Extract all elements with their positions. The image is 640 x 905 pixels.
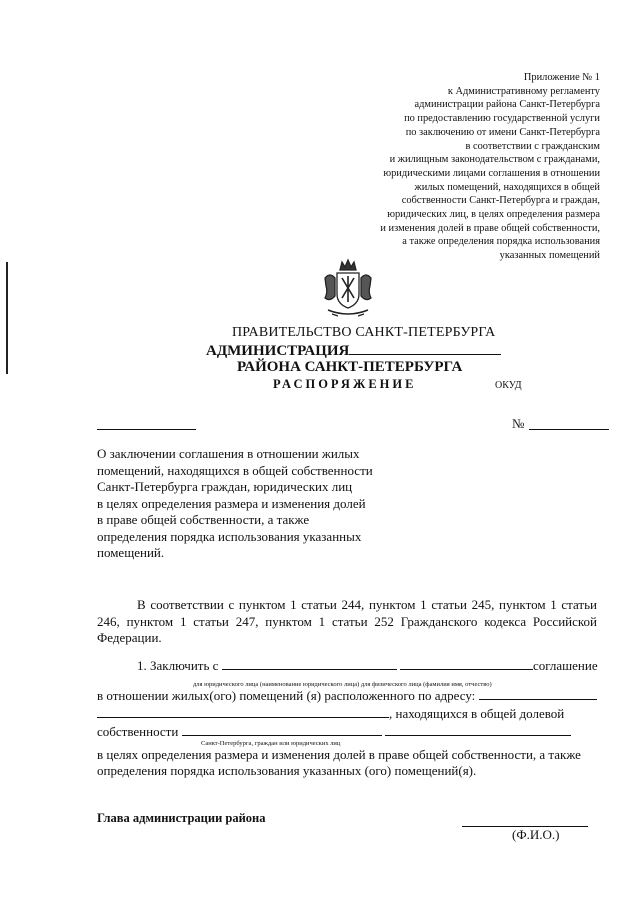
appendix-line: а также определения порядка использования — [402, 236, 600, 248]
district-name-blank — [349, 341, 501, 355]
purpose-line: определения порядка использования указанных (ого) помещений(я). — [97, 763, 477, 778]
appendix-line: и жилищным законодательством с гражданами, — [389, 154, 600, 166]
ownership-blank-2 — [385, 723, 571, 736]
address-blank — [479, 687, 597, 700]
party-hint: для юридического лица (наименование юридического лица) для физического лица (фамилия имя, отчество) — [193, 681, 492, 688]
okud-label: ОКУД — [495, 380, 522, 391]
subject-line: О заключении соглашения в отношении жилых — [97, 446, 360, 461]
appendix-line: в соответствии с гражданским — [465, 140, 600, 152]
location-row — [97, 705, 564, 722]
number-blank — [529, 429, 609, 430]
appendix-line: собственности Санкт-Петербурга и граждан, — [401, 195, 600, 207]
appendix-line: администрации района Санкт-Петербурга — [414, 99, 600, 111]
ownership-blank — [182, 723, 382, 736]
party-blank — [222, 657, 397, 670]
appendix-line: по предоставлению государственной услуги — [404, 113, 600, 125]
document-type: РАСПОРЯЖЕНИЕ — [273, 377, 417, 391]
appendix-line: указанных помещений — [499, 250, 600, 262]
subject-line: определения порядка использования указанных — [97, 528, 362, 544]
purpose-line: в целях определения размера и изменения долей в праве общей собственности, а также — [97, 747, 581, 762]
administration-title — [206, 341, 501, 360]
agreement-word: соглашение — [532, 658, 598, 673]
appendix-line: Приложение № 1 — [523, 72, 600, 83]
preamble — [97, 597, 597, 647]
appendix-block — [340, 71, 600, 263]
document-subject — [97, 446, 397, 562]
subject-line: в праве общей собственности, а также — [97, 512, 310, 527]
address-row — [97, 687, 597, 704]
address-label: в отношении жилых(ого) помещений (я) расположенного по адресу: — [97, 688, 476, 703]
preamble-text: В соответствии с пунктом 1 статьи 244, пунктом 1 статьи 245, пунктом 1 статьи 246, пунктом 1 статьи 247, пунктом 1 статьи 252 Гражданского кодекса Российской Федерации. — [97, 597, 597, 645]
administration-label: АДМИНИСТРАЦИЯ — [206, 343, 350, 359]
subject-line: в целях определения размера и изменения долей — [97, 495, 366, 511]
conclude-row — [137, 657, 598, 674]
fio-label: (Ф.И.О.) — [512, 827, 560, 842]
ownership-label: собственности — [97, 724, 179, 739]
appendix-line: юридических лиц, в целях определения размера — [387, 209, 600, 221]
number-sign: № — [512, 416, 525, 431]
appendix-line: к Административному регламенту — [447, 85, 600, 97]
government-title: ПРАВИТЕЛЬСТВО САНКТ-ПЕТЕРБУРГА — [232, 325, 496, 340]
coat-of-arms-icon — [320, 258, 376, 320]
owners-hint: Санкт-Петербурга, граждан или юридических лиц — [201, 740, 341, 747]
margin-line — [6, 262, 8, 374]
district-title: РАЙОНА САНКТ-ПЕТЕРБУРГА — [237, 359, 463, 375]
date-blank — [97, 429, 196, 430]
appendix-line: юридическими лицами соглашения в отношении — [383, 167, 600, 179]
head-title: Глава администрации района — [97, 811, 266, 825]
address-blank-2 — [97, 705, 389, 718]
subject-line: помещений. — [97, 545, 165, 560]
subject-line: помещений, находящихся в общей собственности — [97, 462, 373, 478]
appendix-line: по заключению от имени Санкт-Петербурга — [405, 126, 600, 138]
subject-line: Санкт-Петербурга граждан, юридических лиц — [97, 479, 353, 494]
located-suffix: , находящихся в общей долевой — [389, 706, 565, 721]
appendix-line: жилых помещений, находящихся в общей — [414, 181, 600, 193]
appendix-line: и изменения долей в праве общей собственности, — [380, 222, 600, 234]
party-blank-2 — [400, 657, 533, 670]
conclude-prefix: 1. Заключить с — [137, 658, 219, 673]
